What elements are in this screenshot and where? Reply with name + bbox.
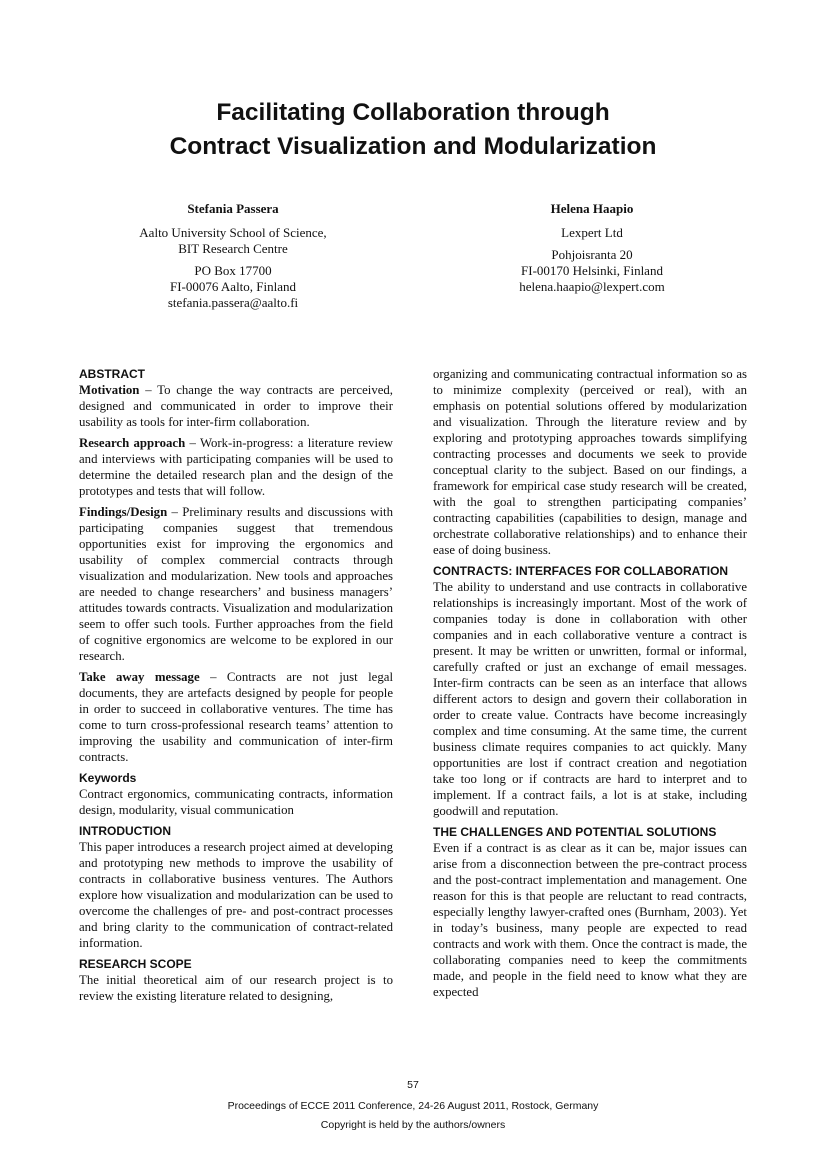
title-line-2: Contract Visualization and Modularization — [169, 133, 657, 160]
page-number: 57 — [407, 1079, 419, 1091]
introduction-heading: INTRODUCTION — [79, 824, 171, 838]
contracts-heading: CONTRACTS: INTERFACES FOR COLLABORATION — [433, 564, 729, 578]
author-email: stefania.passera@aalto.fi — [167, 295, 299, 310]
research-scope-text: The initial theoretical aim of our research project is to review the existing literature related to designing, — [79, 973, 393, 1003]
author-department: BIT Research Centre — [178, 241, 288, 256]
motivation-text: – To change the way contracts are perceived, designed and communicated in order to improve their usability as tools for inter-firm collaboration. — [79, 383, 393, 429]
author-address: PO Box 17700 — [194, 263, 272, 278]
abstract-findings — [79, 504, 393, 664]
author-city: FI-00076 Aalto, Finland — [169, 279, 297, 294]
keywords-text: Contract ergonomics, communicating contracts, information design, modularity, visual communication — [79, 787, 393, 817]
paper-title — [0, 96, 826, 164]
research-scope-heading: RESEARCH SCOPE — [79, 957, 192, 971]
takeaway-text: – Contracts are not just legal documents, they are artefacts designed by people for people in order to succeed in collaborative ventures. The time has come to turn cross-professional research teams’ attention to improving the usability and communication of inter-firm contracts. — [79, 670, 393, 764]
author-affiliation: Lexpert Ltd — [561, 225, 623, 240]
approach-text: – Work-in-progress: a literature review and interviews with participating companies will be used to determine the detailed research plan and the design of the prototypes and tests that will follow. — [79, 436, 393, 498]
author-affiliation: Aalto University School of Science, — [139, 225, 327, 240]
author-block-2 — [472, 201, 712, 295]
proceedings-footer: Proceedings of ECCE 2011 Conference, 24-26 August 2011, Rostock, Germany — [227, 1100, 599, 1112]
right-column — [433, 366, 747, 1000]
abstract-heading: ABSTRACT — [79, 367, 145, 381]
abstract-approach — [79, 435, 393, 499]
introduction-text: This paper introduces a research project aimed at developing and prototyping new methods to improve the usability of contracts in collaborative business ventures. The Authors explore how visualization and modularization can be used to overcome the challenges of pre- and post-contract processes and bring clarity to the communication of contract-related information. — [79, 840, 393, 950]
abstract-takeaway — [79, 669, 393, 765]
contracts-text: The ability to understand and use contracts in collaborative relationships is increasingly important. Most of the work of companies today is done in collaboration with other companies and in each collaborative venture a contract is present. It may be written or unwritten, formal or informal, carefully crafted or just an exchange of email messages. Inter-firm contracts can be seen as an interface that allows different actors to design and govern their collaboration in order to create value. Contracts have become increasingly complex and time consuming. At the same time, the current business climate requires companies to act quickly. Many opportunities are lost if contract creation and negotiation take too long or if contracts are hard to interpret and to implement. If a contract fails, a lot is at stake, including goodwill and reputation. — [433, 580, 747, 818]
approach-label: Research approach — [79, 436, 186, 450]
keywords-heading: Keywords — [79, 771, 137, 785]
author-name: Helena Haapio — [550, 201, 634, 216]
takeaway-label: Take away message — [79, 670, 200, 684]
research-scope-continued: organizing and communicating contractual information so as to minimize complexity (perceived or real), with an emphasis on potential solutions offered by modularization and visualization. Through the literature review and by exploring and prototyping approaches towards simplifying contracting processes and documents we seek to provide conceptual clarity to the subject. Based on our findings, a framework for empirical case study research will be created, with the goal to strengthen participating companies’ contracting capabilities (capabilities to design, manage and orchestrate collaborative relationships) and to enhance their ease of doing business. — [433, 367, 747, 557]
title-line-1: Facilitating Collaboration through — [216, 99, 610, 126]
motivation-label: Motivation — [79, 383, 140, 397]
findings-text: – Preliminary results and discussions with participating companies suggest that tremendous opportunities exist for improving the ergonomics and usability of complex commercial contracts through visualization and modularization. New tools and approaches are needed to change researchers’ and business managers’ attitudes towards contracts. Visualization and modularization seem to offer such tools. Further approaches from the field of cognitive ergonomics are welcome to be explored in our research. — [79, 505, 393, 663]
challenges-text: Even if a contract is as clear as it can be, major issues can arise from a disconnection between the pre-contract process and the post-contract implementation and management. One reason for this is that people are reluctant to read contracts, especially lengthy lawyer-crafted ones (Burnham, 2003). Yet in today’s business, many people are expected to read contracts and work with them. Once the contract is made, the collaborating companies need to keep the commitments made, and people in the field need to know what they are expected — [433, 841, 747, 999]
author-city: FI-00170 Helsinki, Finland — [521, 263, 663, 278]
author-address: Pohjoisranta 20 — [551, 247, 633, 262]
author-block-1 — [113, 201, 353, 311]
challenges-heading: THE CHALLENGES AND POTENTIAL SOLUTIONS — [433, 825, 717, 839]
author-name: Stefania Passera — [187, 201, 279, 216]
copyright-footer: Copyright is held by the authors/owners — [320, 1119, 506, 1131]
left-column — [79, 367, 393, 1004]
findings-label: Findings/Design — [79, 505, 168, 519]
abstract-motivation — [79, 382, 393, 430]
author-email: helena.haapio@lexpert.com — [519, 279, 665, 294]
